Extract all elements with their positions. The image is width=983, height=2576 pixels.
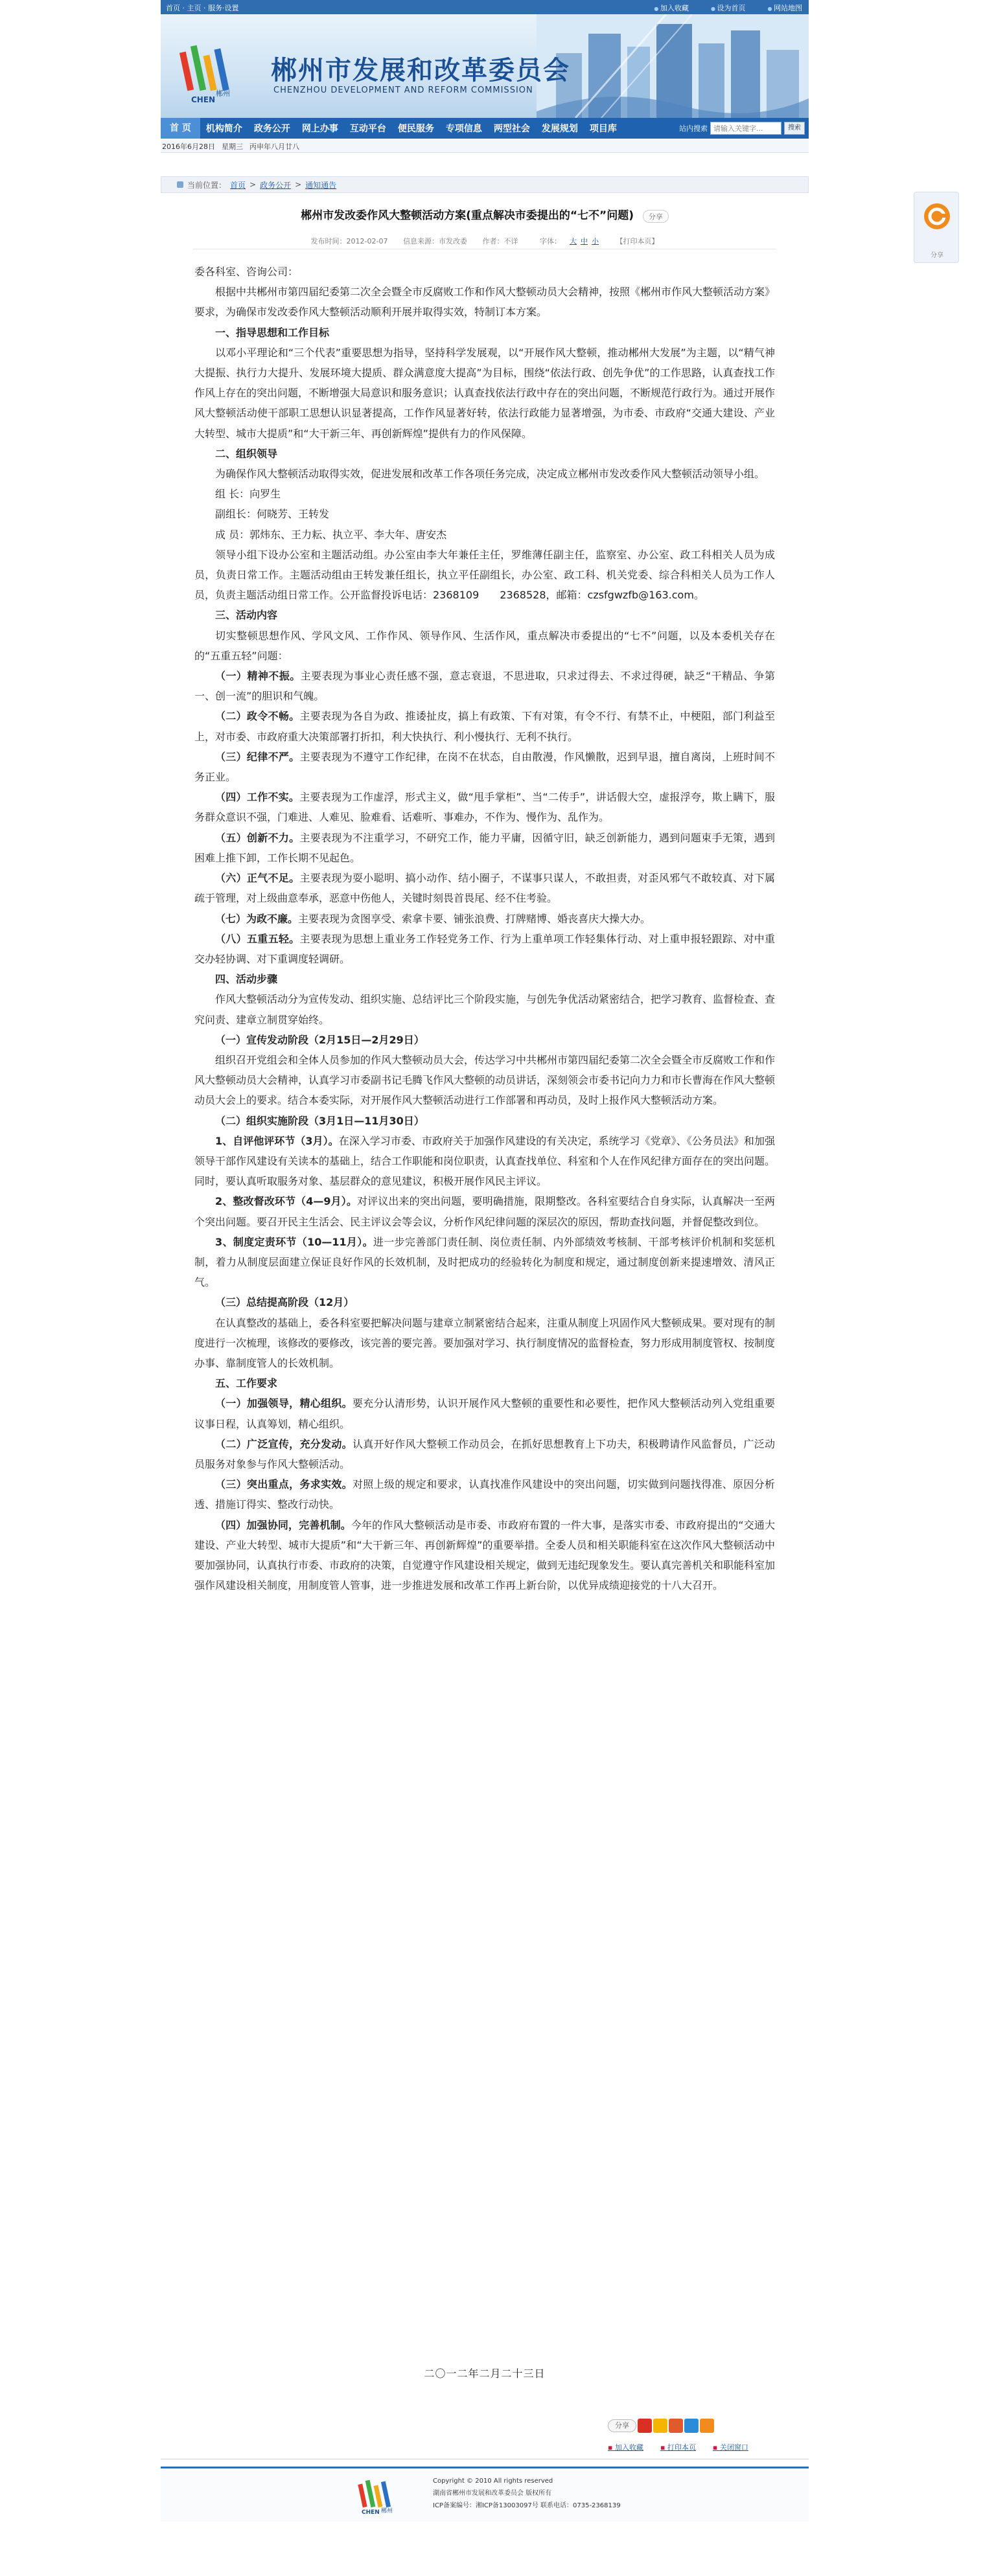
print-link[interactable]: ▪ 打印本页 <box>660 2442 696 2452</box>
article-paragraph <box>194 868 775 908</box>
article-paragraph <box>194 484 775 504</box>
breadcrumb-prefix: 当前位置： <box>187 180 227 190</box>
location-icon <box>177 181 183 188</box>
paragraph-text: 三、活动内容 <box>215 609 278 622</box>
font-size-small[interactable]: 小 <box>591 237 599 245</box>
breadcrumb-notices[interactable]: 通知通告 <box>305 180 337 190</box>
print-page-link[interactable]: 【打印本页】 <box>616 237 659 245</box>
item-lead: （二）政令不畅。 <box>215 710 300 723</box>
article-title: 郴州市发改委作风大整顿活动方案(重点解决市委提出的“七不”问题) <box>301 209 634 222</box>
article-paragraph <box>194 666 775 706</box>
top-link-sitemap[interactable]: ● 网站地图 <box>767 3 802 13</box>
item-lead: （三）纪律不严。 <box>215 750 300 763</box>
article-paragraph <box>194 787 775 827</box>
lunar-date: 丙申年八月廿八 <box>249 142 299 151</box>
paragraph-text: 今年的作风大整顿活动是市委、市政府布置的一件大事，是落实市委、市政府提出的“交通大建设、产业大转型、城市大提质”和“大干新三年、再创新辉煌”的重要举措。全委人员和相关职能科室在这次作风大整顿活动中要加强协同，认真执行市委、市政府的决策，自觉遵守作风建设相关规定，做到无违纪现象发生。要认真完善机关和职能科室加强作风建设相关制度，用制度管人管事，进一步推进发展和改革工作再上新台阶，以优异成绩迎接党的十八大召开。 <box>194 1518 776 1592</box>
article-paragraph <box>194 1232 775 1293</box>
paragraph-text: 进一步完善部门责任制、岗位责任制、内外部绩效考核制、干部考核评价机制和奖惩机制，着力从制度层面建立保证良好作风的长效机制，及时把成功的经验转化为制度和规定，通过制度创新来提速增效、清风正气。 <box>194 1235 775 1289</box>
item-lead: （四）加强协同，完善机制。 <box>215 1518 351 1531</box>
footer-logo-en-text: CHEN <box>362 2509 380 2515</box>
article-paragraph <box>194 504 775 524</box>
article-paragraph <box>194 1474 775 1514</box>
site-search <box>679 122 805 135</box>
search-button[interactable]: 搜索 <box>784 122 805 135</box>
search-label: 站内搜索 <box>679 124 708 133</box>
cityscape-illustration <box>537 14 809 118</box>
article-paragraph <box>194 626 775 666</box>
paragraph-text: 主要表现为各自为政、推诿扯皮，搞上有政策、下有对策，有令不行、有禁不止，中梗阻，部门利益至上，对市委、市政府重大决策部署打折扣，利大快执行、利小慢执行、无利不执行。 <box>194 710 775 743</box>
article-paragraph <box>194 262 775 282</box>
share-bar <box>608 2419 714 2433</box>
top-link-favorite[interactable]: ● 加入收藏 <box>654 3 689 13</box>
font-size-medium[interactable]: 中 <box>580 237 588 245</box>
footer-logo <box>355 2475 407 2515</box>
article-paragraph <box>194 1393 775 1433</box>
article-title-row <box>161 206 809 223</box>
article-paragraph <box>194 343 775 444</box>
paragraph-text: 作风大整顿活动分为宣传发动、组织实施、总结评比三个阶段实施，与创先争优活动紧密结合，把学习教育、监督检查、查究问责、建章立制贯穿始终。 <box>194 993 776 1026</box>
breadcrumb-separator: > <box>295 180 302 189</box>
info-source: 信息来源：市发改委 <box>402 237 467 245</box>
nav-item-special-info[interactable]: 专项信息 <box>445 124 482 134</box>
paragraph-text: 在深入学习市委、市政府关于加强作风建设的有关决定，系统学习《党章》、《公务员法》和加强领导干部作风建设有关读本的基础上，结合工作职能和岗位职责，认真查找单位、科室和个人在作风纪律方面存在的突出问题。同时，要认真听取服务对象、基层群众的意见建议，积极开展作风民主评议。 <box>194 1134 776 1188</box>
nav-item-about[interactable]: 机构简介 <box>205 124 242 134</box>
share-qzone-icon[interactable] <box>653 2419 667 2433</box>
share-more-icon[interactable] <box>700 2419 714 2433</box>
main-nav <box>161 118 809 139</box>
icp-line: ICP备案编号：湘ICP备13003097号 联系电话：0735-2368139 <box>433 2502 621 2509</box>
item-lead: （七）为政不廉。 <box>215 912 299 925</box>
close-window-link[interactable]: ▪ 关闭窗口 <box>713 2442 748 2452</box>
share-renren-icon[interactable] <box>669 2419 683 2433</box>
paragraph-text: 认真开好作风大整顿工作动员会，在抓好思想教育上下功夫，积极聘请作风监督员，广泛动员服务对象参与作风大整顿活动。 <box>194 1437 775 1470</box>
footer <box>161 2467 809 2522</box>
nav-item-online-service[interactable]: 网上办事 <box>301 124 338 134</box>
paragraph-text: 主要表现为不遵守工作纪律，在岗不在状态，自由散漫，作风懒散，迟到早退，擅自离岗，上班时间不务正业。 <box>194 750 775 784</box>
item-lead: 3、制度定责环节（10—11月）。 <box>215 1235 373 1248</box>
item-lead: （三）突出重点，务求实效。 <box>215 1478 353 1491</box>
paragraph-text: 对评议出来的突出问题，要明确措施，限期整改。各科室要结合自身实际，认真解决一至两个突出问题。要召开民主生活会、民主评议会等会议，分析作风纪律问题的深层次的原因，帮助查找问题，并督促整改到位。 <box>194 1195 775 1228</box>
item-lead: （八）五重五轻。 <box>215 932 300 945</box>
paragraph-text: 为确保作风大整顿活动取得实效，促进发展和改革工作各项任务完成，决定成立郴州市发改委作风大整顿活动领导小组。 <box>215 468 765 481</box>
signoff-date: 二〇一二年二月二十三日 <box>424 2367 546 2380</box>
site-name: 郴州市发展和改革委员会 <box>271 55 570 85</box>
paragraph-text: 一、指导思想和工作目标 <box>215 326 330 339</box>
breadcrumb-public-affairs[interactable]: 政务公开 <box>260 180 292 190</box>
paragraph-text: 委各科室、咨询公司： <box>194 266 299 278</box>
nav-item-project-library[interactable]: 项目库 <box>589 124 617 134</box>
share-button[interactable]: 分享 <box>608 2419 636 2432</box>
add-favorite-link[interactable]: ▪ 加入收藏 <box>608 2442 643 2452</box>
nav-item-two-type-society[interactable]: 两型社会 <box>493 124 530 134</box>
paragraph-text: 主要表现为工作虚浮，形式主义，做“甩手掌柜”、当“二传手”，讲话假大空，虚报浮夸，欺上瞒下，服务群众意识不强，门难进、人难见、脸难看、话难听、事难办，不作为、慢作为、乱作为。 <box>194 791 775 824</box>
article-paragraph <box>194 545 775 606</box>
section-heading <box>194 605 775 625</box>
paragraph-text: 组织召开党组会和全体人员参加的作风大整顿动员大会，传达学习中共郴州市第四届纪委第二次全会暨全市反腐败工作和作风大整顿动员大会精神，认真学习市委副书记毛腾飞作风大整顿的动员讲话，深刻领会市委书记向力力和市长曹海在作风大整顿动员大会上的要求。结合本委实际，对开展作风大整顿活动进行工作部署和再动员，及时上报作风大整顿活动方案。 <box>194 1053 776 1107</box>
article-paragraph <box>194 747 775 787</box>
section-heading <box>194 1111 775 1131</box>
copyright-line: Copyright © 2010 All rights reserved <box>433 2478 553 2485</box>
paragraph-text: 要充分认清形势，认识开展作风大整顿的重要性和必要性，把作风大整顿活动列入党组重要议事日程，认真筹划，精心组织。 <box>194 1397 775 1430</box>
site-name-en: CHENZHOU DEVELOPMENT AND REFORM COMMISSION <box>273 85 533 95</box>
section-heading <box>194 969 775 989</box>
nav-item-planning[interactable]: 发展规划 <box>541 124 578 134</box>
breadcrumb-separator: > <box>249 180 257 189</box>
nav-item-public-affairs[interactable]: 政务公开 <box>253 124 290 134</box>
nav-item-convenience[interactable]: 便民服务 <box>397 124 434 134</box>
article-paragraph <box>194 1131 775 1192</box>
item-lead: 1、自评他评环节（3月）。 <box>215 1134 339 1147</box>
article-paragraph <box>194 1434 775 1474</box>
paragraph-text: 对照上级的规定和要求，认真找准作风建设中的突出问题，切实做到问题找得准、原因分析透、措施订得实、整改行动快。 <box>194 1478 775 1511</box>
footer-text <box>433 2475 621 2512</box>
font-size-label: 字体： <box>539 237 561 245</box>
article-paragraph <box>194 1313 775 1374</box>
paragraph-text: 二、组织领导 <box>215 447 278 460</box>
paragraph-text: （一）宣传发动阶段（2月15日—2月29日） <box>215 1033 424 1046</box>
article-body <box>194 262 775 1595</box>
font-size-large[interactable]: 大 <box>569 237 577 245</box>
article-paragraph <box>194 282 775 322</box>
side-share-widget[interactable] <box>914 192 959 263</box>
section-heading <box>194 323 775 343</box>
article-paragraph <box>194 1515 775 1596</box>
current-weekday: 星期三 <box>222 142 243 151</box>
article-paragraph <box>194 929 775 969</box>
article-paragraph <box>194 1050 775 1111</box>
item-lead: （四）工作不实。 <box>215 791 300 804</box>
logo-small-text: 郴州 <box>216 89 230 98</box>
item-lead: （二）广泛宣传，充分发动。 <box>215 1437 353 1450</box>
item-lead: （五）创新不力。 <box>215 831 300 844</box>
share-weibo-icon[interactable] <box>638 2419 652 2433</box>
article-meta <box>161 236 809 246</box>
top-strip <box>161 0 809 14</box>
top-strip-left: 首页 · 主页 · 服务·设置 <box>166 4 239 12</box>
article-paragraph <box>194 464 775 484</box>
article-paragraph <box>194 828 775 868</box>
top-link-homepage[interactable]: ● 设为首页 <box>711 3 746 13</box>
paragraph-text: 根据中共郴州市第四届纪委第二次全会暨全市反腐败工作和作风大整顿动员大会精神，按照《郴州市作风大整顿活动方案》要求，为确保市发改委作风大整顿活动顺利开展并取得实效，特制订本方案。 <box>194 286 776 319</box>
publish-date: 发布时间：2012-02-07 <box>310 237 388 245</box>
item-lead: （一）精神不振。 <box>215 670 301 683</box>
paragraph-text: 主要表现为思想上重业务工作轻党务工作、行为上重单项工作轻集体行动、对上重申报轻跟踪、对中重交办轻协调、对下重调度轻调研。 <box>194 932 775 965</box>
article-paragraph <box>194 1191 775 1231</box>
date-bar <box>161 139 809 153</box>
section-heading <box>194 1292 775 1312</box>
paragraph-text: 四、活动步骤 <box>215 973 278 986</box>
title-share-button[interactable]: 分享 <box>643 210 669 223</box>
logo-en-text: CHEN <box>191 95 216 104</box>
paragraph-text: 主要表现为贪图享受、索拿卡要、铺张浪费、打牌赌博、婚丧喜庆大操大办。 <box>298 912 651 925</box>
page-tools <box>608 2442 748 2452</box>
section-heading <box>194 1373 775 1393</box>
paragraph-text: 五、工作要求 <box>215 1377 278 1390</box>
item-lead: （六）正气不足。 <box>215 872 300 885</box>
paragraph-text: 切实整顿思想作风、学风文风、工作作风、领导作风、生活作风，重点解决市委提出的“七不”问题，以及本委机关存在的“五重五轻”问题： <box>194 629 775 662</box>
paragraph-text: （二）组织实施阶段（3月1日—11月30日） <box>215 1114 424 1127</box>
paragraph-text: 领导小组下设办公室和主题活动组。办公室由李大年兼任主任，罗维薄任副主任，监察室、办公室、政工科相关人员为成员，负责日常工作。主题活动组由王转发兼任组长，执立平任副组长，办公室、政工科、机关党委、综合科相关人员为工作人员，负责主题活动组日常工作。公开监督投诉电话：2368109 2368528，邮箱：czsfgwzfb@163.com。 <box>194 548 775 602</box>
nav-item-interaction[interactable]: 互动平台 <box>349 124 386 134</box>
article-paragraph <box>194 909 775 929</box>
header-banner <box>161 14 809 118</box>
paragraph-text: 在认真整改的基础上，委各科室要把解决问题与建章立制紧密结合起来，注重从制度上巩固作风大整顿成果。要对现有的制度进行一次梳理，该修改的要修改，该完善的要完善。要加强对学习、执行制度情况的监督检查，努力形成用制度管权、按制度办事、靠制度管人的长效机制。 <box>194 1316 776 1369</box>
section-heading <box>194 444 775 464</box>
article-paragraph <box>194 706 775 746</box>
article-paragraph <box>194 989 775 1029</box>
paragraph-text: 主要表现为耍小聪明、搞小动作、结小圈子，不谋事只谋人，不敢担责，对歪风邪气不敢较真、对下属疏于管理，对上级曲意奉承，恶意中伤他人，关键时刻畏首畏尾、经不住考验。 <box>194 872 775 905</box>
share-widget-icon <box>923 202 951 231</box>
paragraph-text: 以邓小平理论和“三个代表”重要思想为指导，坚持科学发展观，以“开展作风大整顿，推动郴州大发展”为主题，以“精气神大提振、执行力大提升、发展环境大提质、群众满意度大提高”为目标，围绕“依法行政、创先争优”的工作思路，认真查找工作作风上存在的突出问题，不断增强大局意识和服务意识；认真查找依法行政中存在的突出问题，不断规范行政行为。通过开展作风大整顿活动使干部职工思想认识显著提高，工作作风显著好转，依法行政能力显著增强，为市委、市政府“交通大建设、产业大转型、城市大提质”和“大干新三年、再创新辉煌”提供有力的作风保障。 <box>194 346 776 440</box>
font-size-switcher <box>533 237 603 245</box>
breadcrumb <box>161 176 809 193</box>
nav-item-home[interactable]: 首 页 <box>161 118 200 139</box>
side-widget-label: 分享 <box>931 252 943 259</box>
paragraph-text: 组 长：向罗生 <box>215 488 281 501</box>
section-heading <box>194 1030 775 1050</box>
item-lead: （一）加强领导，精心组织。 <box>215 1397 353 1410</box>
current-date: 2016年6月28日 <box>162 142 215 151</box>
share-tqq-icon[interactable] <box>684 2419 699 2433</box>
site-logo[interactable] <box>177 32 248 104</box>
item-lead: 2、整改督改环节（4—9月）。 <box>215 1195 358 1208</box>
top-links <box>654 3 802 13</box>
article-paragraph <box>194 525 775 545</box>
footer-logo-small-text: 郴州 <box>381 2508 393 2514</box>
paragraph-text: 主要表现为不注重学习，不研究工作，能力平庸，因循守旧，缺乏创新能力，遇到问题束手无策，遇到困难上推下卸，工作长期不见起色。 <box>194 831 775 864</box>
breadcrumb-home[interactable]: 首页 <box>230 180 246 190</box>
author: 作者：不详 <box>482 237 518 245</box>
owner-line: 湖南省郴州市发展和改革委员会 版权所有 <box>433 2490 552 2497</box>
paragraph-text: 副组长：何晓芳、王转发 <box>215 508 330 521</box>
paragraph-text: （三）总结提高阶段（12月） <box>215 1296 354 1309</box>
search-input[interactable] <box>710 122 781 135</box>
paragraph-text: 成 员：郭炜东、王力耘、执立平、李大年、唐安杰 <box>215 528 447 541</box>
paragraph-text: 主要表现为事业心责任感不强，意志衰退，不思进取，只求过得去、不求过得硬，缺乏“干精品、争第一、创一流”的胆识和气魄。 <box>194 670 775 703</box>
